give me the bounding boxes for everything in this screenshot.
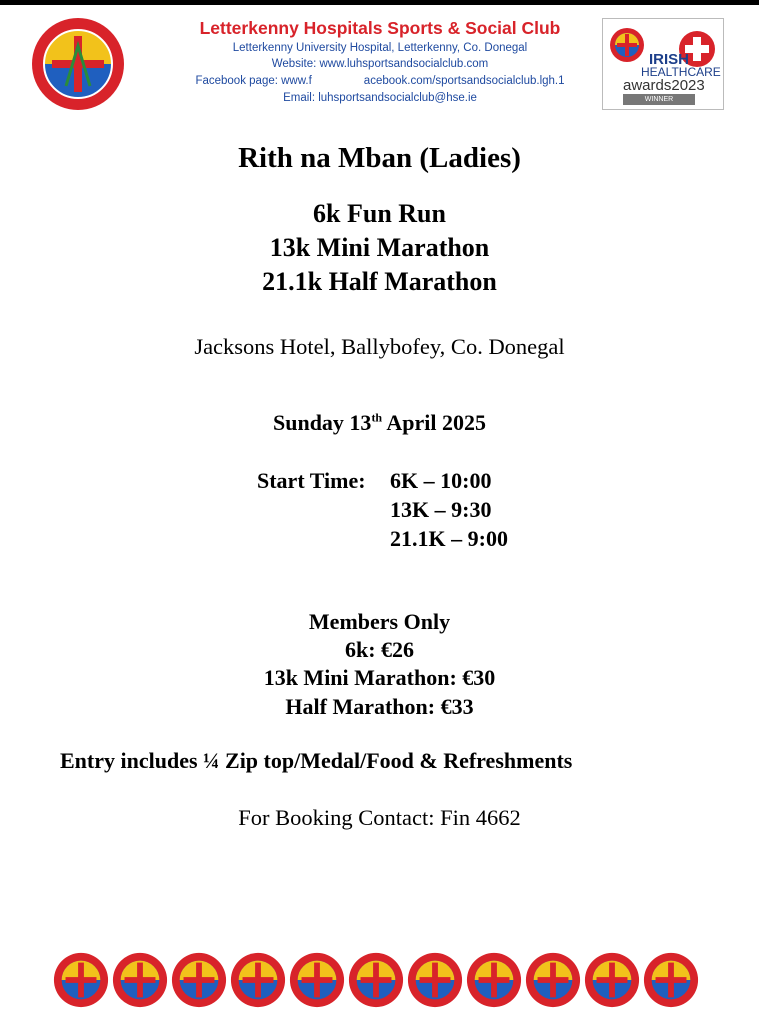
event-date <box>0 410 759 436</box>
race-3: 21.1k Half Marathon <box>262 267 497 296</box>
start-time-label: Start Time: <box>257 468 366 493</box>
award-line1: IRISH <box>649 51 690 68</box>
footer-club-logo <box>52 950 110 1010</box>
entry-includes: Entry includes ¼ Zip top/Medal/Food & Refreshments <box>60 748 573 773</box>
start-time-13k: 13K – 9:30 <box>390 497 492 522</box>
footer-club-logo <box>583 950 641 1010</box>
race-2: 13k Mini Marathon <box>269 233 490 262</box>
footer-club-logo <box>642 950 700 1010</box>
price-13k: 13k Mini Marathon: €30 <box>263 665 496 690</box>
footer-club-logo <box>347 950 405 1010</box>
footer-club-logo <box>524 950 582 1010</box>
price-half: Half Marathon: €33 <box>285 694 474 719</box>
booking-contact: For Booking Contact: Fin 4662 <box>238 805 521 830</box>
start-time-21k: 21.1K – 9:00 <box>390 526 508 551</box>
date-day: Sunday 13 <box>272 410 372 435</box>
footer-club-logo <box>465 950 523 1010</box>
club-website[interactable]: Website: www.luhsportsandsocialclub.com <box>271 58 489 70</box>
event-venue: Jacksons Hotel, Ballybofey, Co. Donegal <box>194 334 565 359</box>
club-email[interactable]: Email: luhsportsandsocialclub@hse.ie <box>283 92 477 104</box>
event-title: Rith na Mban (Ladies) <box>238 142 521 174</box>
date-rest: April 2025 <box>382 410 487 435</box>
award-badge <box>602 18 724 110</box>
top-border <box>0 0 759 5</box>
start-time-6k: 6K – 10:00 <box>390 468 492 493</box>
facebook-rest: acebook.com/sportsandsocialclub.lgh.1 <box>363 75 565 87</box>
footer-club-logo <box>288 950 346 1010</box>
club-logo <box>30 16 126 112</box>
date-suffix: th <box>371 410 383 425</box>
footer-club-logo <box>406 950 464 1010</box>
club-address: Letterkenny University Hospital, Letterkenny, Co. Donegal <box>232 42 528 54</box>
footer-logo-strip <box>52 950 712 1012</box>
award-line2: HEALTHCARE <box>641 65 721 79</box>
prices-heading: Members Only <box>308 609 451 634</box>
facebook-label: Facebook page: www.f <box>195 75 312 87</box>
race-1: 6k Fun Run <box>313 199 446 228</box>
club-facebook[interactable] <box>150 75 610 87</box>
award-line4: WINNER <box>623 94 695 105</box>
footer-club-logo <box>229 950 287 1010</box>
footer-club-logo <box>111 950 169 1010</box>
club-name: Letterkenny Hospitals Sports & Social Club <box>199 18 561 38</box>
award-line3: awards2023 <box>623 77 705 94</box>
price-6k: 6k: €26 <box>344 637 415 662</box>
footer-club-logo <box>170 950 228 1010</box>
award-club-logo <box>609 27 645 63</box>
